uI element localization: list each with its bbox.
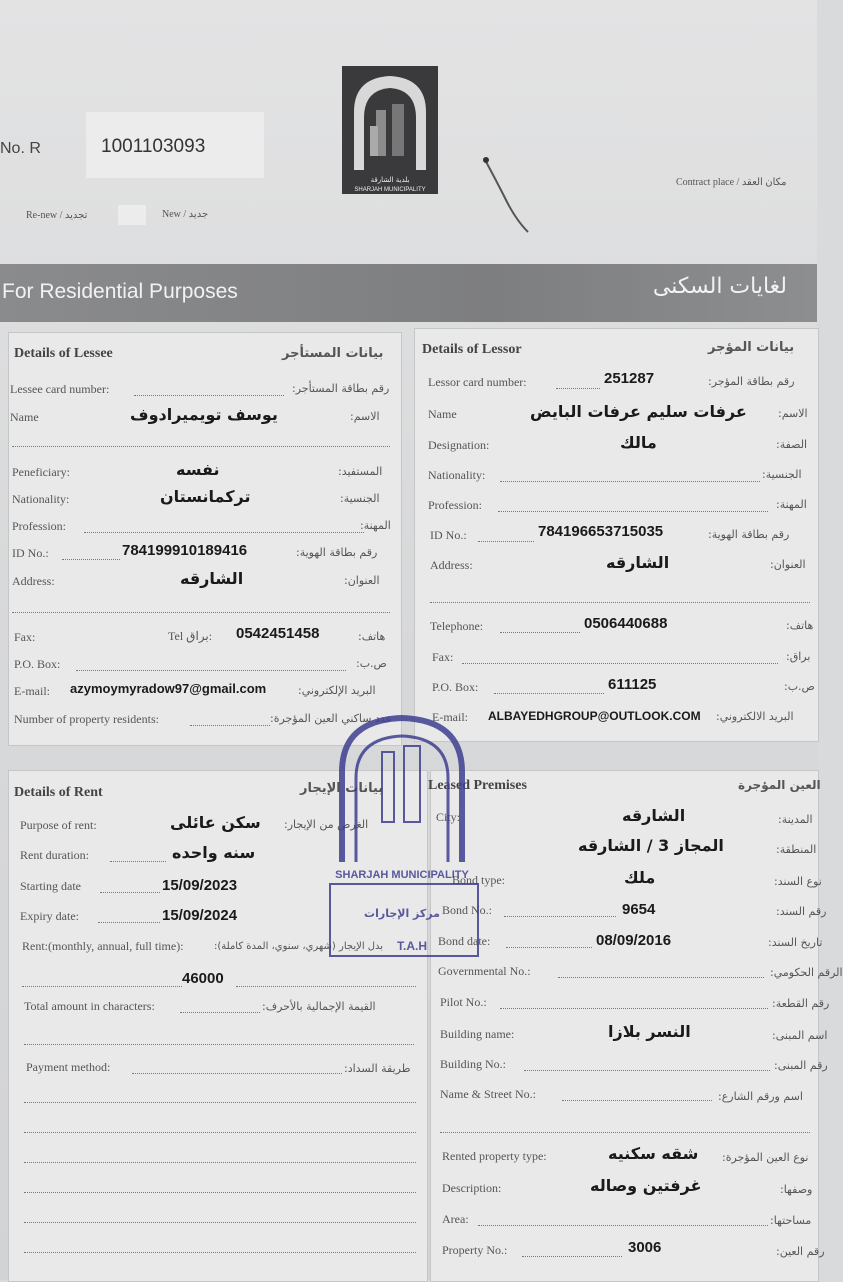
premises-title-ar: العين المؤجرة (738, 778, 821, 792)
lessee-id-label: ID No.: (12, 546, 49, 560)
lessor-pobox-label: P.O. Box: (432, 680, 479, 694)
lessee-address-value: الشارقه (180, 569, 244, 588)
lessor-address-label: Address: (430, 558, 473, 572)
lessor-name-ar: الاسم: (778, 407, 808, 420)
premises-building-value: النسر بلازا (608, 1022, 691, 1041)
premises-bondtype-label: Bond type: (452, 873, 505, 887)
rent-purpose-label: Purpose of rent: (20, 818, 97, 832)
lessor-pobox-ar: ص.ب: (784, 680, 815, 693)
sharjah-municipality-logo (342, 66, 438, 194)
residential-banner (0, 264, 817, 322)
lessor-title-en: Details of Lessor (422, 342, 522, 357)
lessee-fax-label: Fax: (14, 630, 36, 644)
lessee-address-label: Address: (12, 574, 55, 588)
lessee-email-ar: البريد الإلكتروني: (298, 684, 376, 697)
lessee-residents-label: Number of property residents: (14, 712, 159, 726)
lessor-designation-label: Designation: (428, 438, 490, 452)
rent-expiry-label: Expiry date: (20, 909, 79, 923)
banner-title-en: For Residential Purposes (2, 280, 238, 303)
renew-label: Re-new / تجديد (26, 210, 88, 221)
lessee-title-ar: بيانات المستأجر (282, 346, 384, 361)
premises-area-value: المجاز 3 / الشارقه (578, 836, 724, 855)
premises-desc-ar: وصفها: (780, 1183, 813, 1196)
svg-text:بلدية الشارقة: بلدية الشارقة (370, 176, 410, 184)
premises-bondtype-ar: نوع السند: (774, 875, 822, 888)
lessor-nationality-ar: الجنسية: (762, 468, 802, 481)
premises-bondno-value: 9654 (622, 901, 656, 918)
municipality-stamp (322, 712, 482, 957)
lessor-pobox-value: 611125 (608, 676, 657, 693)
lessor-email-ar: البريد الالكتروني: (716, 710, 794, 723)
lessee-name-label: Name (10, 410, 39, 424)
rent-start-value: 15/09/2023 (162, 877, 238, 894)
lessor-address-value: الشارقه (606, 553, 670, 572)
lessee-nationality-ar: الجنسية: (340, 492, 380, 505)
rent-payment-ar: طريقة السداد: (344, 1062, 411, 1075)
lessee-name-value: يوسف تويميرادوف (130, 405, 278, 424)
lessee-pobox-ar: ص.ب: (356, 657, 387, 670)
lessor-designation-value: مالك (620, 433, 657, 452)
premises-building-label: Building name: (440, 1027, 515, 1041)
premises-building-ar: اسم المبنى: (772, 1029, 828, 1042)
premises-city-ar: المدينة: (778, 813, 813, 826)
lessor-designation-ar: الصفة: (776, 438, 808, 451)
lessee-id-value: 784199910189416 (122, 542, 248, 559)
rent-amount-value: 46000 (182, 970, 224, 987)
lessor-title-ar: بيانات المؤجر (708, 340, 795, 355)
lessor-card-ar: رقم بطاقة المؤجر: (708, 375, 795, 388)
premises-gov-label: Governmental No.: (438, 964, 531, 978)
premises-propno-label: Property No.: (442, 1243, 508, 1257)
premises-plot-label: Pilot No.: (440, 995, 487, 1009)
rent-total-ar: القيمة الإجمالية بالأحرف: (262, 1000, 376, 1013)
premises-type-ar: نوع العين المؤجرة: (722, 1151, 809, 1164)
lessee-email-label: E-mail: (14, 684, 50, 698)
no-r-label: No. R (0, 140, 41, 157)
lessee-profession-label: Profession: (12, 519, 66, 533)
premises-desc-value: غرفتين وصاله (590, 1176, 702, 1195)
contract-place-label: Contract place / مكان العقد (676, 177, 787, 188)
premises-bondtype-value: ملك (624, 868, 656, 887)
premises-plot-ar: رقم القطعة: (772, 997, 830, 1010)
lessor-id-label: ID No.: (430, 528, 467, 542)
svg-text:مركز الإجارات: مركز الإجارات (364, 907, 440, 920)
premises-type-value: شقه سكنيه (608, 1144, 699, 1163)
premises-propno-ar: رقم العين: (776, 1245, 825, 1258)
premises-desc-label: Description: (442, 1181, 502, 1195)
lessor-profession-ar: المهنة: (776, 498, 807, 511)
lessor-id-value: 784196653715035 (538, 523, 664, 540)
pen-mark (476, 150, 536, 240)
lessee-title-en: Details of Lessee (14, 346, 113, 361)
rent-expiry-value: 15/09/2024 (162, 907, 238, 924)
lessee-profession-ar: المهنة: (360, 519, 391, 532)
svg-text:SHARJAH MUNICIPALITY: SHARJAH MUNICIPALITY (354, 187, 426, 193)
premises-areasz-ar: مساحتها: (770, 1214, 812, 1227)
rent-purpose-ar: الغرض من الإيجار: (284, 818, 369, 831)
lessee-beneficiary-label: Peneficiary: (12, 465, 70, 479)
lessee-tel-label: Tel براق: (168, 629, 213, 643)
lessor-name-label: Name (428, 407, 457, 421)
lessor-id-ar: رقم بطاقة الهوية: (708, 528, 790, 541)
premises-bonddate-label: Bond date: (438, 934, 491, 948)
no-r-value: 1001103093 (101, 136, 206, 157)
lessee-beneficiary-ar: المستفيد: (338, 465, 383, 478)
lessee-nationality-label: Nationality: (12, 492, 70, 506)
rent-title-ar: بيانات الإيجار (300, 781, 384, 796)
lessor-nationality-label: Nationality: (428, 468, 486, 482)
lessee-pobox-label: P.O. Box: (14, 657, 61, 671)
lessee-address-ar: العنوان: (344, 574, 380, 587)
premises-bonddate-ar: تاريخ السند: (768, 936, 823, 949)
rent-total-label: Total amount in characters: (24, 999, 155, 1013)
lessor-tel-ar: هاتف: (786, 619, 814, 632)
rent-payment-label: Payment method: (26, 1060, 111, 1074)
lessee-id-ar: رقم بطاقة الهوية: (296, 546, 378, 559)
lessor-tel-label: Telephone: (430, 619, 484, 633)
premises-city-label: City: (436, 810, 461, 824)
lessee-email-value: azymoymyradow97@gmail.com (70, 681, 267, 696)
lessee-nationality-value: تركمانستان (160, 487, 251, 506)
lessee-card-label: Lessee card number: (10, 382, 110, 396)
lessee-tel-value: 0542451458 (236, 625, 320, 642)
lessor-tel-value: 0506440688 (584, 615, 668, 632)
premises-title-en: Leased Premises (428, 778, 527, 793)
lessor-address-ar: العنوان: (770, 558, 806, 571)
premises-buildingno-ar: رقم المبنى: (774, 1059, 828, 1072)
premises-gov-ar: الرقم الحكومي: (770, 966, 843, 979)
banner-title-ar: لغايات السكنى (652, 274, 787, 299)
rent-amount-label: Rent:(monthly, annual, full time): (22, 939, 184, 953)
lessor-email-value: ALBAYEDHGROUP@OUTLOOK.COM (488, 709, 701, 723)
lessee-name-ar: الاسم: (350, 410, 380, 423)
rent-duration-value: سنه واحده (172, 843, 256, 862)
rent-start-label: Starting date (20, 879, 81, 893)
premises-areasz-label: Area: (442, 1212, 469, 1226)
premises-city-value: الشارقه (622, 806, 686, 825)
rent-amount-ar: بدل الإيجار (شهري، سنوي، المدة كاملة): (214, 941, 384, 952)
premises-area-ar: المنطقة: (776, 843, 817, 856)
new-label: New / جديد (162, 209, 209, 220)
premises-bondno-label: Bond No.: (442, 903, 493, 917)
svg-text:T.A.H: T.A.H (397, 939, 427, 953)
premises-bondno-ar: رقم السند: (776, 905, 827, 918)
lessor-email-label: E-mail: (432, 710, 468, 724)
rent-purpose-value: سكن عائلى (170, 813, 261, 832)
lessor-name-value: عرفات سليم عرفات البايض (530, 402, 747, 421)
rent-title-en: Details of Rent (14, 785, 103, 800)
premises-buildingno-label: Building No.: (440, 1057, 507, 1071)
lessor-profession-label: Profession: (428, 498, 482, 512)
svg-text:SHARJAH MUNICIPALITY: SHARJAH MUNICIPALITY (335, 869, 469, 881)
lessee-beneficiary-value: نفسه (176, 460, 220, 479)
lessor-card-label: Lessor card number: (428, 375, 527, 389)
lessor-fax-label: Fax: (432, 650, 454, 664)
premises-propno-value: 3006 (628, 1239, 662, 1256)
lessor-fax-ar: براق: (786, 650, 811, 663)
renew-checkbox (118, 205, 146, 225)
premises-street-ar: اسم ورقم الشارع: (718, 1090, 803, 1103)
premises-type-label: Rented property type: (442, 1149, 547, 1163)
premises-bonddate-value: 08/09/2016 (596, 932, 672, 949)
lessor-card-value: 251287 (604, 370, 655, 387)
lessee-card-ar: رقم بطاقة المستأجر: (292, 382, 390, 395)
premises-street-label: Name & Street No.: (440, 1087, 536, 1101)
lessee-tel-ar: هاتف: (358, 630, 386, 643)
rent-duration-label: Rent duration: (20, 848, 89, 862)
lessee-residents-ar: عدد ساكني العين المؤجرة: (270, 712, 393, 725)
